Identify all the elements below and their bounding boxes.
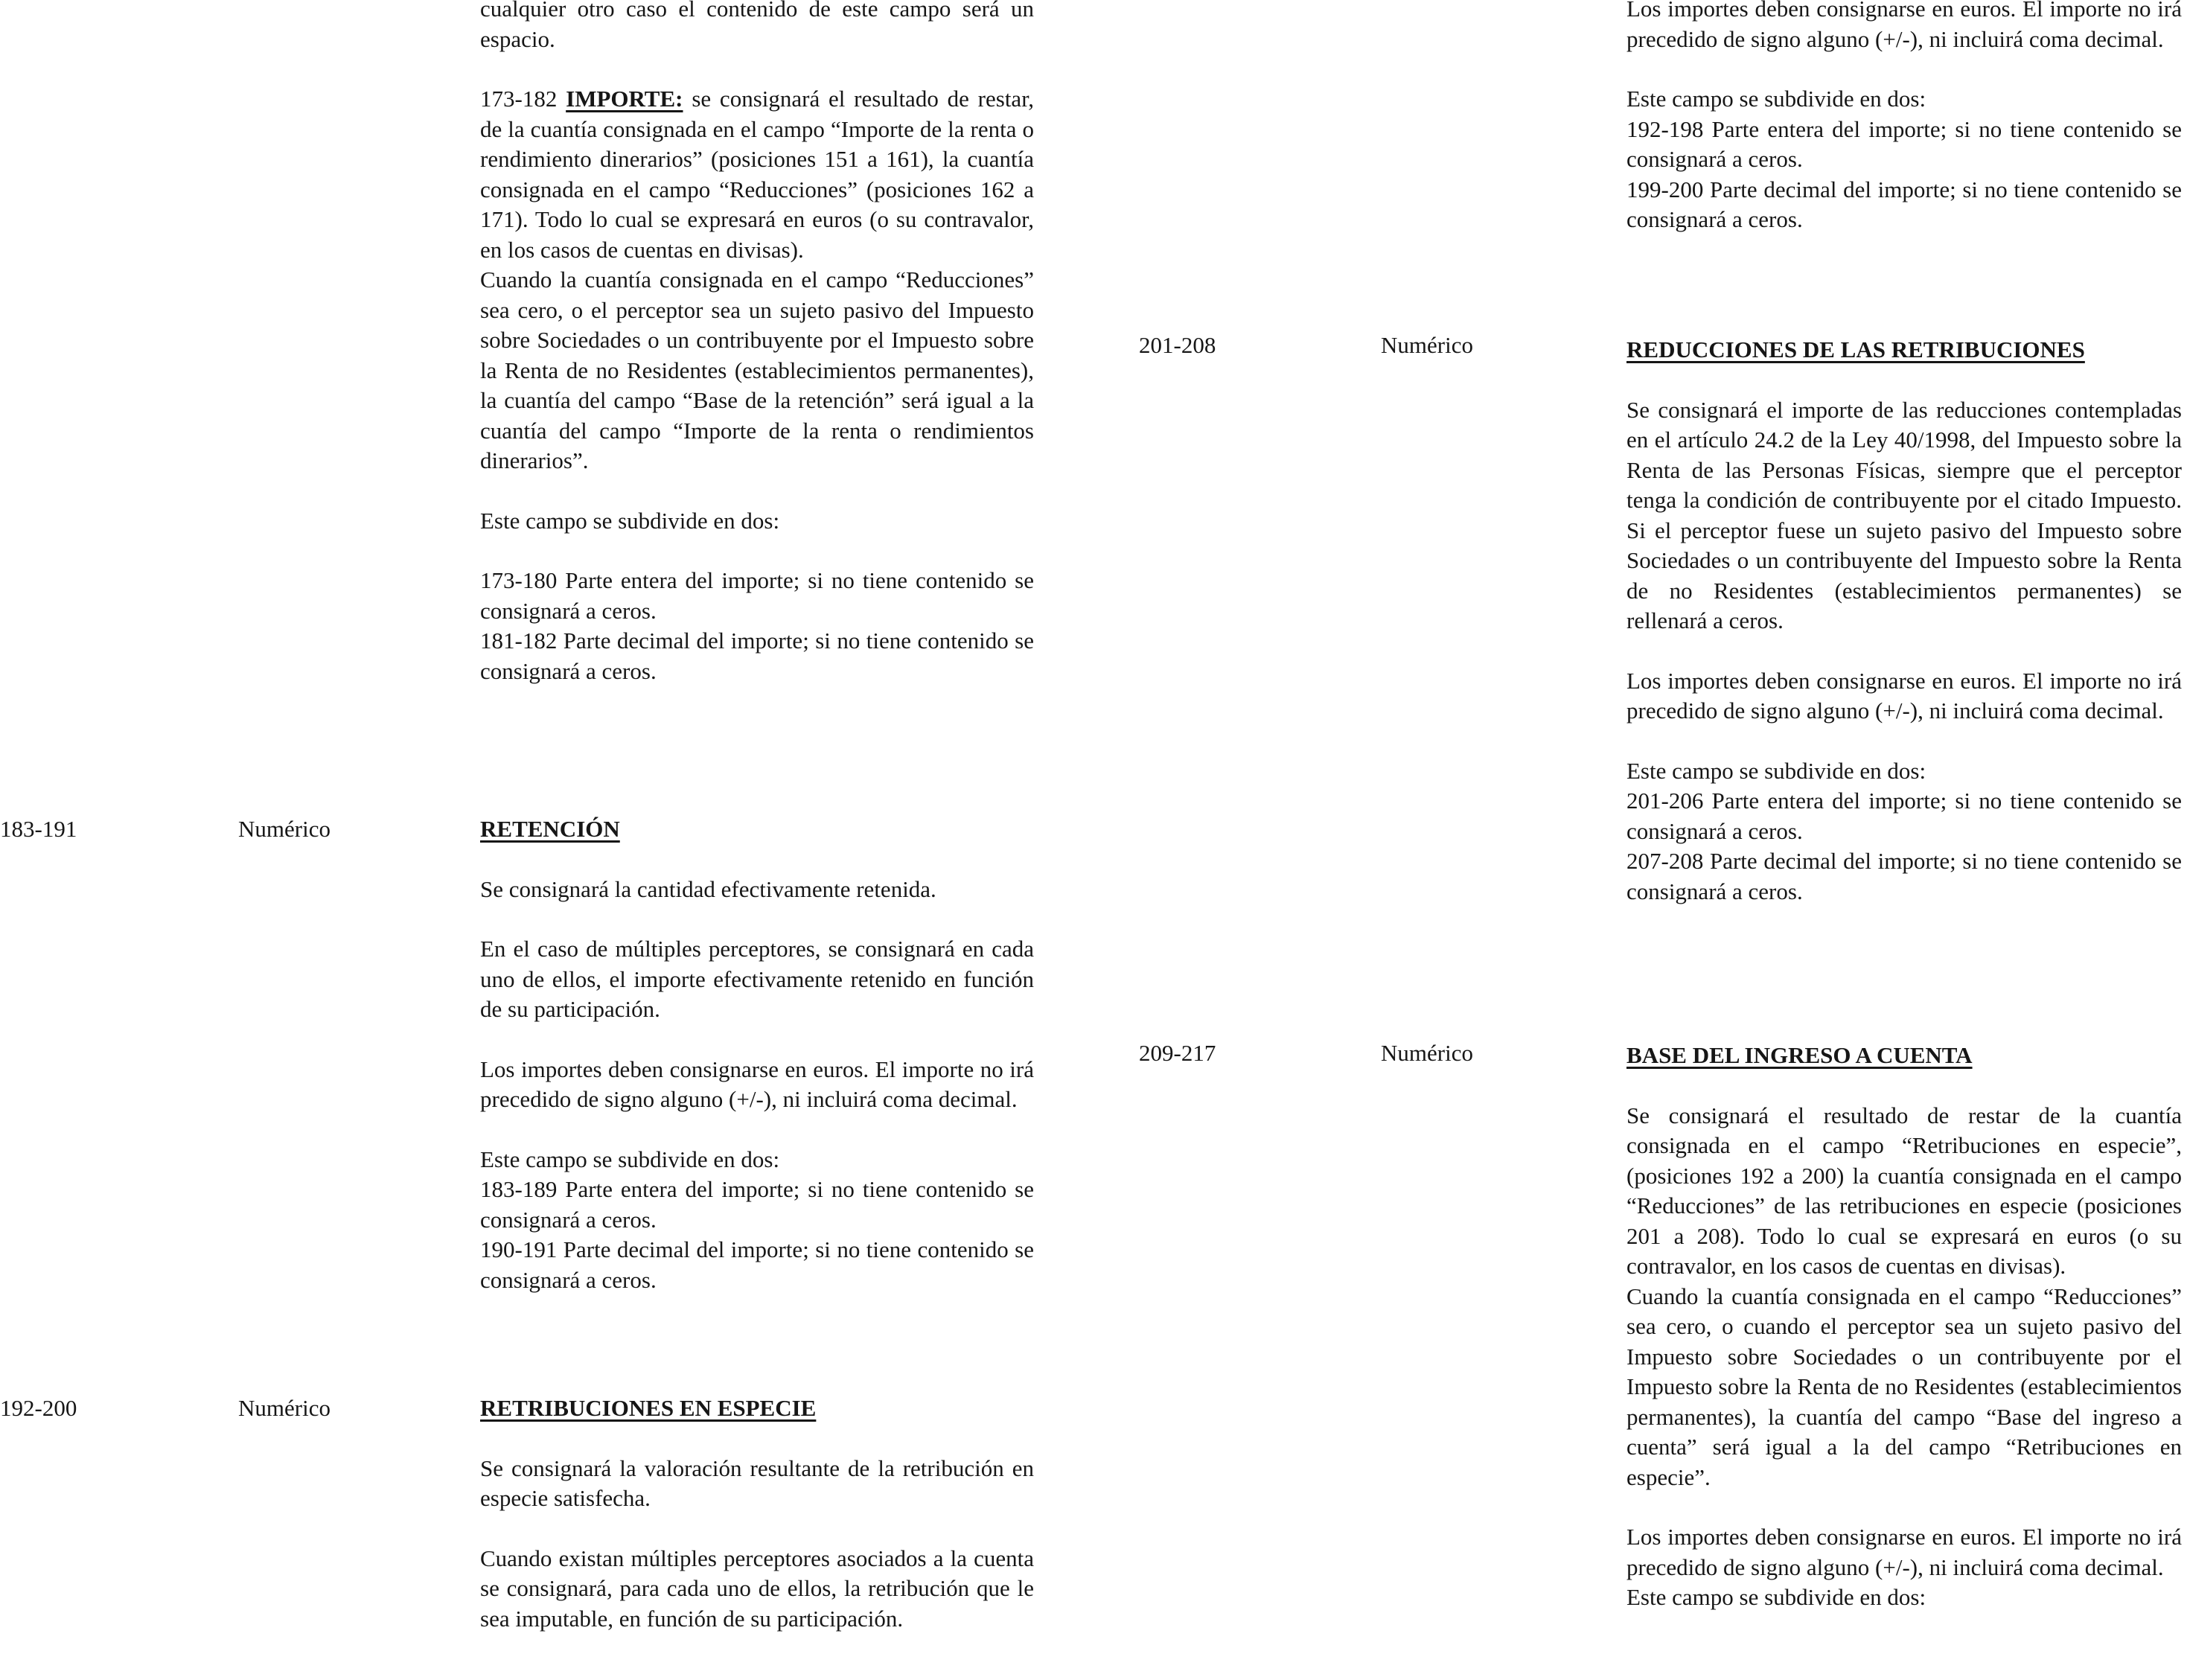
paragraph: Se consignará la cantidad efectivamente retenida. bbox=[480, 875, 936, 902]
paragraph: Este campo se subdivide en dos: bbox=[1626, 1584, 1926, 1610]
paragraph: Se consignará el importe de las reducciones contempladas en el artículo 24.2 de la Ley 40/1998, del Impuesto sobre la Renta de las Personas Físicas, siempre que el perceptor tenga la condición de contribuyente por el citado Impuesto. Si el perceptor fuese un sujeto pasivo del Impuesto sobre Sociedades o un contribuyente del Impuesto sobre la Renta de no Residentes (establecimientos permanentes) se rellenará a ceros. bbox=[1626, 396, 2182, 633]
paragraph: Cuando la cuantía consignada en el campo “Reducciones” sea cero, o cuando el perceptor sea un sujeto pasivo del Impuesto sobre Sociedades o un contribuyente por el Impuesto sobre la Renta de no Residentes (establecimientos permanentes), la cuantía del campo “Base del ingreso a cuenta” será igual a la del campo “Retribuciones en especie”. bbox=[1626, 1283, 2182, 1490]
subfield-line: 181-182 Parte decimal del importe; si no tiene contenido se consignará a ceros. bbox=[480, 627, 1034, 684]
section-title: RETRIBUCIONES EN ESPECIE bbox=[480, 1395, 817, 1421]
paragraph: Este campo se subdivide en dos: bbox=[480, 1146, 780, 1172]
subfield-line: 190-191 Parte decimal del importe; si no tiene contenido se consignará a ceros. bbox=[480, 1236, 1034, 1293]
importe-title: IMPORTE: bbox=[566, 86, 683, 112]
paragraph: Los importes deben consignarse en euros. El importe no irá precedido de signo alguno (+/-), ni incluirá coma decimal. bbox=[1626, 0, 2182, 52]
paragraph: Los importes deben consignarse en euros. El importe no irá precedido de signo alguno (+/-), ni incluirá coma decimal. bbox=[1626, 667, 2182, 724]
field-type: Numérico bbox=[1381, 1040, 1473, 1066]
section-title: REDUCCIONES DE LAS RETRIBUCIONES bbox=[1626, 336, 2085, 362]
paragraph: Se consignará la valoración resultante de la retribución en especie satisfecha. bbox=[480, 1454, 1034, 1511]
importe-paragraph bbox=[480, 84, 1034, 265]
paragraph: Cuando existan múltiples perceptores asociados a la cuenta se consignará, para cada uno de ellos, la retribución que le sea imputable, en función de su participación. bbox=[480, 1545, 1034, 1632]
paragraph: Los importes deben consignarse en euros. El importe no irá precedido de signo alguno (+/-), ni incluirá coma decimal. bbox=[480, 1055, 1034, 1112]
retencion-block bbox=[480, 814, 1034, 1325]
paragraph: Este campo se subdivide en dos: bbox=[1626, 86, 1926, 112]
retribuciones-block bbox=[480, 1393, 1034, 1664]
subfield-line: 201-206 Parte entera del importe; si no tiene contenido se consignará a ceros. bbox=[1626, 788, 2182, 844]
paragraph: Se consignará el resultado de restar de la cuantía consignada en el campo “Retribuciones en especie”, (posiciones 192 a 200) la cuantía consignada en el campo “Reducciones” de las retribuciones en especie (posiciones 201 a 208). Todo lo cual se expresará en euros (o su contravalor, en los casos de cuentas en divisas). bbox=[1626, 1102, 2182, 1279]
field-type: Numérico bbox=[238, 816, 331, 842]
subfield-line: 192-198 Parte entera del importe; si no tiene contenido se consignará a ceros. bbox=[1626, 115, 2182, 172]
field-position: 209-217 bbox=[1139, 1040, 1216, 1066]
subfield-line: 183-189 Parte entera del importe; si no tiene contenido se consignará a ceros. bbox=[480, 1176, 1034, 1233]
paragraph: Este campo se subdivide en dos: bbox=[480, 507, 780, 534]
field-position: 183-191 bbox=[0, 816, 77, 842]
importe-code: 173-182 bbox=[480, 86, 558, 112]
field-type: Numérico bbox=[238, 1395, 331, 1421]
subfield-line: 207-208 Parte decimal del importe; si no tiene contenido se consignará a ceros. bbox=[1626, 848, 2182, 904]
paragraph: cualquier otro caso el contenido de este campo será un espacio. bbox=[480, 0, 1034, 52]
paragraph: Este campo se subdivide en dos: bbox=[1626, 757, 1926, 784]
subfield-line: 199-200 Parte decimal del importe; si no tiene contenido se consignará a ceros. bbox=[1626, 176, 2182, 232]
importe-text: se consignará el resultado de restar, de la cuantía consignada en el campo “Importe de la renta o rendimiento dinerarios” (posiciones 151 a 161), la cuantía consignada en el campo “Reducciones” (posiciones 162 a 171). Todo lo cual se expresará en euros (o su contravalor, en los casos de cuentas en divisas). bbox=[480, 86, 1035, 263]
paragraph: Cuando la cuantía consignada en el campo “Reducciones” sea cero, o el perceptor sea un sujeto pasivo del Impuesto sobre Sociedades o un contribuyente por el Impuesto sobre la Renta de no Residentes (establecimientos permanentes), la cuantía del campo “Base de la retención” será igual a la cuantía del campo “Importe de la renta o rendimientos dinerarios”. bbox=[480, 266, 1034, 473]
field-position: 201-208 bbox=[1139, 332, 1216, 358]
section-title: BASE DEL INGRESO A CUENTA bbox=[1626, 1042, 1973, 1068]
paragraph: En el caso de múltiples perceptores, se consignará en cada uno de ellos, el importe efectivamente retenido en función de su participación. bbox=[480, 936, 1034, 1022]
left-intro-block bbox=[480, 0, 1034, 716]
field-position: 192-200 bbox=[0, 1395, 77, 1421]
section-title: RETENCIÓN bbox=[480, 816, 620, 842]
field-type: Numérico bbox=[1381, 332, 1473, 358]
subfield-line: 173-180 Parte entera del importe; si no tiene contenido se consignará a ceros. bbox=[480, 567, 1034, 624]
right-intro-block bbox=[1626, 0, 2182, 265]
base-block bbox=[1626, 1041, 2182, 1613]
paragraph: Los importes deben consignarse en euros. El importe no irá precedido de signo alguno (+/-), ni incluirá coma decimal. bbox=[1626, 1524, 2182, 1580]
reducciones-block bbox=[1626, 335, 2182, 936]
